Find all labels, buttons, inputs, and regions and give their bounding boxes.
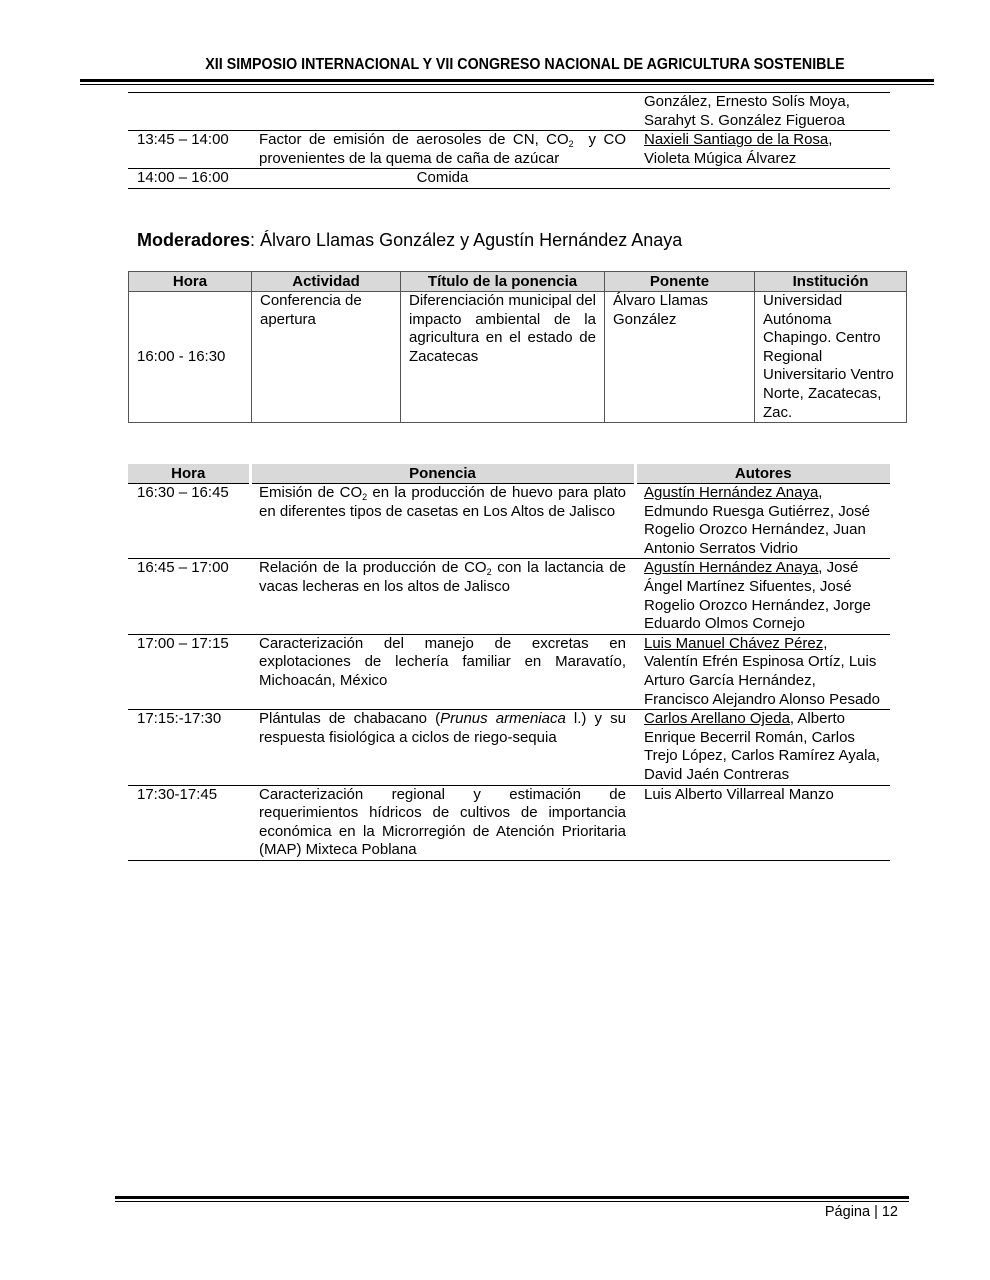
authors-cell: González, Ernesto Solís Moya, Sarahyt S. González Figueroa <box>635 93 890 131</box>
table-row <box>128 131 890 169</box>
presenting-author: Carlos Arellano Ojeda <box>644 710 790 728</box>
table-row <box>128 484 890 559</box>
presenting-author: Agustín Hernández Anaya <box>644 484 819 501</box>
institution-cell: Universidad Autónoma Chapingo. Centro Regional Universitario Ventro Norte, Zacatecas, Zac. <box>755 292 907 423</box>
title-cell: Caracterización del manejo de excretas en explotaciones de lechería familiar en Maravatío, Michoacán, México <box>250 634 635 709</box>
header-rule-thin <box>80 84 934 85</box>
moderators-names: : Álvaro Llamas González y Agustín Hernández Anaya <box>250 230 683 250</box>
time-cell: 16:30 – 16:45 <box>128 484 250 559</box>
authors-cell: Agustín Hernández Anaya, José Ángel Martínez Sifuentes, José Rogelio Orozco Hernández, Jorge Eduardo Olmos Cornejo <box>635 559 890 634</box>
title-cell <box>250 93 635 131</box>
column-header: Ponencia <box>250 464 635 484</box>
footer-rule-thin <box>115 1201 909 1202</box>
table-row <box>128 634 890 709</box>
authors-cell: Naxieli Santiago de la Rosa, Violeta Múgica Álvarez <box>635 131 890 169</box>
presenting-author: Naxieli Santiago de la Rosa <box>644 131 829 149</box>
table-header-row <box>128 464 890 484</box>
title-cell: Relación de la producción de $CO_2$ con la lactancia de vacas lecheras en los altos de Jalisco <box>250 559 635 634</box>
schedule-table-continued <box>128 92 890 189</box>
column-header: Hora <box>128 464 250 484</box>
authors-cell <box>635 169 890 189</box>
speaker-cell: Álvaro Llamas González <box>605 292 755 423</box>
time-cell: 17:30-17:45 <box>128 785 250 860</box>
column-header: Título de la ponencia <box>401 272 605 292</box>
presentations-table <box>128 464 890 861</box>
time-cell: 13:45 – 14:00 <box>128 131 250 169</box>
authors-cell: Luis Manuel Chávez Pérez, Valentín Efrén Espinosa Ortíz, Luis Arturo García Hernández, Francisco Alejandro Alonso Pesado <box>635 634 890 709</box>
table-header-row <box>129 272 907 292</box>
column-header: Autores <box>635 464 890 484</box>
footer-rule-thick <box>115 1196 909 1199</box>
time-cell: 16:00 - 16:30 <box>129 292 252 423</box>
title-cell: Emisión de $CO_2$ en la producción de huevo para plato en diferentes tipos de casetas en Los Altos de Jalisco <box>250 484 635 559</box>
authors-cell: Agustín Hernández Anaya, Edmundo Ruesga Gutiérrez, José Rogelio Orozco Hernández, Juan Antonio Serratos Vidrio <box>635 484 890 559</box>
authors-cell: Luis Alberto Villarreal Manzo <box>635 785 890 860</box>
time-cell <box>128 93 250 131</box>
opening-conference-table <box>128 271 907 423</box>
time-cell: 16:45 – 17:00 <box>128 559 250 634</box>
authors-cell: Carlos Arellano Ojeda, Alberto Enrique Becerril Román, Carlos Trejo López, Carlos Ramírez Ayala, David Jaén Contreras <box>635 710 890 785</box>
title-cell: Diferenciación municipal del impacto ambiental de la agricultura en el estado de Zacatecas <box>401 292 605 423</box>
table-row <box>129 292 907 423</box>
page-number: Página | 12 <box>824 1204 898 1220</box>
page-header-title: XII SIMPOSIO INTERNACIONAL Y VII CONGRESO NACIONAL DE AGRICULTURA SOSTENIBLE <box>205 56 845 73</box>
time-cell: 17:00 – 17:15 <box>128 634 250 709</box>
table-row <box>128 785 890 860</box>
title-cell: Plántulas de chabacano (Prunus armeniaca l.) y su respuesta fisiológica a ciclos de riego-sequia <box>250 710 635 785</box>
title-cell: Caracterización regional y estimación de requerimientos hídricos de cultivos de importancia económica en la Microrregión de Atención Prioritaria (MAP) Mixteca Poblana <box>250 785 635 860</box>
table-row <box>128 559 890 634</box>
header-rule-thick <box>80 79 934 82</box>
column-header: Ponente <box>605 272 755 292</box>
table-row <box>128 710 890 785</box>
column-header: Hora <box>129 272 252 292</box>
presenting-author: Agustín Hernández Anaya <box>644 559 819 577</box>
table-row <box>128 93 890 131</box>
activity-cell: Conferencia de apertura <box>252 292 401 423</box>
column-header: Institución <box>755 272 907 292</box>
presenting-author: Luis Manuel Chávez Pérez, <box>644 634 828 652</box>
time-cell: 17:15:-17:30 <box>128 710 250 785</box>
title-cell: Factor de emisión de aerosoles de CN, $CO_2$ y CO provenientes de la quema de caña de azúcar <box>250 131 635 169</box>
moderators-label: Moderadores <box>137 230 251 250</box>
table-row <box>128 169 890 189</box>
moderators-line <box>137 230 682 251</box>
title-cell: Comida <box>250 169 635 189</box>
time-cell: 14:00 – 16:00 <box>128 169 250 189</box>
column-header: Actividad <box>252 272 401 292</box>
